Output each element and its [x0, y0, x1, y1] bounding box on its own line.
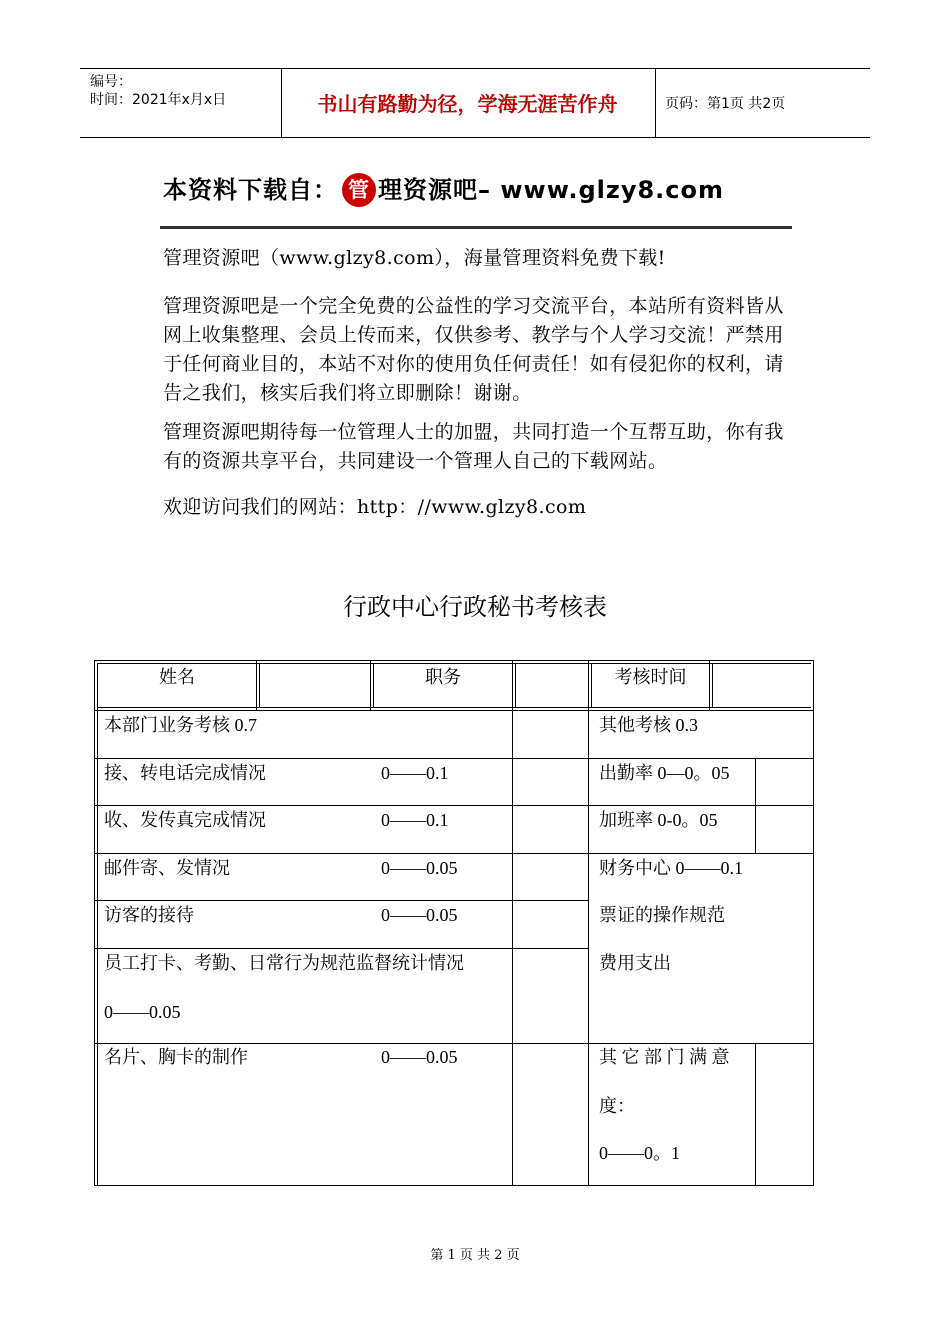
satisfaction-range: 0——0。1	[599, 1143, 680, 1163]
table-border	[94, 660, 95, 1186]
table-row-range: 0——0.05	[381, 858, 458, 878]
assessment-table	[94, 660, 814, 1186]
table-divider	[709, 660, 710, 710]
section-department: 本部门业务考核 0.7	[104, 715, 257, 735]
site-logo-icon: 管	[342, 173, 376, 207]
table-border	[94, 1185, 814, 1186]
table-border	[94, 660, 814, 661]
document-title: 行政中心行政秘书考核表	[343, 593, 607, 621]
header-motto: 书山有路勤为径，学海无涯苦作舟	[317, 92, 618, 116]
table-row-divider	[94, 948, 589, 949]
table-divider	[755, 1043, 756, 1186]
header-position: 职务	[425, 667, 461, 688]
satisfaction-label-cont: 度：	[599, 1096, 635, 1116]
intro-line: 管理资源吧（www.glzy8.com），海量管理资料免费下载!	[163, 247, 666, 269]
table-row-item: 收、发传真完成情况	[104, 810, 266, 830]
download-banner	[163, 170, 724, 210]
table-divider	[256, 660, 257, 710]
banner-divider	[160, 226, 792, 229]
overtime-rate: 加班率 0-0。05	[599, 810, 718, 830]
table-row-item: 邮件寄、发情况	[104, 858, 230, 878]
finance-expense: 费用支出	[599, 953, 671, 973]
table-row-item: 名片、胸卡的制作	[104, 1047, 248, 1067]
table-row-divider	[94, 758, 814, 759]
page-footer: 第 1 页 共 2 页	[430, 1248, 520, 1263]
table-row-item: 访客的接待	[104, 905, 194, 925]
finance-center: 财务中心 0——0.1	[599, 858, 743, 878]
table-divider	[755, 758, 756, 853]
table-row-divider	[94, 1043, 814, 1044]
table-row-range: 0——0.1	[381, 763, 449, 783]
table-row-range: 0——0.05	[381, 1047, 458, 1067]
section-other: 其他考核 0.3	[599, 715, 698, 735]
document-date-label: 时间：2021年x月x日	[90, 92, 227, 108]
table-divider	[515, 663, 516, 707]
table-divider	[588, 660, 589, 1186]
table-row-range: 0——0.05	[104, 1002, 181, 1022]
table-divider	[259, 663, 260, 707]
banner-url: – www.glzy8.com	[478, 176, 725, 204]
table-row-item: 接、转电话完成情况	[104, 763, 266, 783]
table-row-range: 0——0.1	[381, 810, 449, 830]
satisfaction-label: 其 它 部 门 满 意	[599, 1047, 730, 1067]
table-border	[97, 663, 811, 664]
intro-paragraph-invitation: 管理资源吧期待每一位管理人士的加盟，共同打造一个互帮互助，你有我有的资源共享平台，共同建设一个管理人自己的下载网站。	[163, 421, 784, 472]
table-row-divider	[94, 853, 814, 854]
header-divider	[655, 69, 656, 137]
table-divider	[97, 707, 811, 708]
table-divider	[512, 660, 513, 1186]
table-divider	[712, 663, 713, 707]
header-name: 姓名	[159, 667, 195, 688]
intro-paragraph-disclaimer: 管理资源吧是一个完全免费的公益性的学习交流平台，本站所有资料皆从网上收集整理、会员上传而来，仅供参考、教学与个人学习交流！严禁用于任何商业目的，本站不对你的使用负任何责任！如有侵犯你的权利，请告之我们，核实后我们将立即删除！谢谢。	[163, 295, 784, 404]
attendance-rate: 出勤率 0—0。05	[599, 763, 730, 783]
table-row-divider	[94, 900, 589, 901]
table-divider	[370, 660, 371, 710]
intro-website-line: 欢迎访问我们的网站：http：//www.glzy8.com	[163, 496, 587, 518]
banner-prefix: 本资料下载自：	[163, 176, 338, 204]
header-page-info: 页码：第1页 共2页	[665, 96, 786, 112]
finance-voucher: 票证的操作规范	[599, 905, 725, 925]
table-border	[97, 663, 98, 1185]
header-assessment-time: 考核时间	[614, 667, 687, 688]
table-border	[813, 660, 814, 1186]
table-row-divider	[94, 805, 814, 806]
table-divider	[94, 710, 814, 711]
document-number-label: 编号：	[90, 74, 132, 90]
banner-site-name: 理资源吧	[378, 176, 478, 204]
table-row-item: 员工打卡、考勤、日常行为规范监督统计情况	[104, 953, 464, 973]
table-row-range: 0——0.05	[381, 905, 458, 925]
document-header	[80, 68, 870, 138]
